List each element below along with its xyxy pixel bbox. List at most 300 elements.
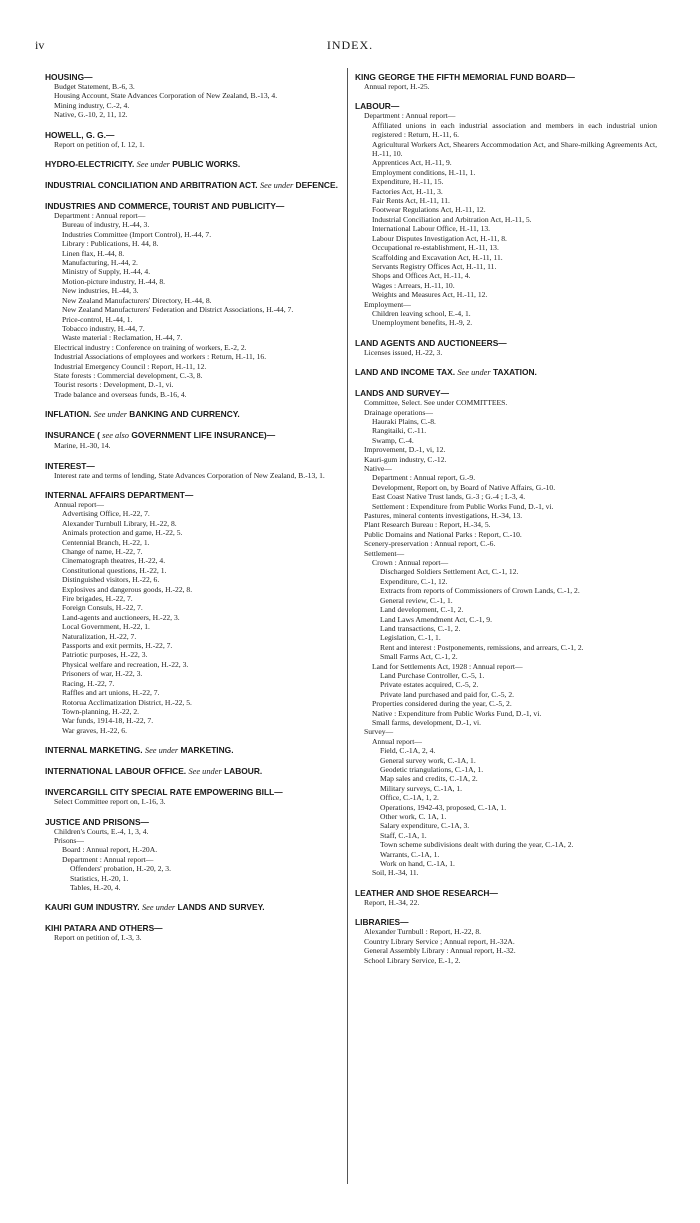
entry-text: Other work, C. 1A, 1. <box>380 812 447 822</box>
entry-text: KING GEORGE THE FIFTH MEMORIAL FUND BOARD— <box>355 72 575 82</box>
index-heading <box>355 367 657 378</box>
entry-text: Passports and exit permits, H.-22, 7. <box>62 641 173 651</box>
index-entry <box>355 671 657 680</box>
index-entry <box>45 352 340 361</box>
entry-text: Committee, Select. <box>364 398 422 408</box>
index-heading <box>45 180 340 191</box>
entry-text: INVERCARGILL CITY SPECIAL RATE EMPOWERING BILL— <box>45 787 283 798</box>
index-entry <box>355 840 657 849</box>
index-entry <box>45 698 340 707</box>
entry-text: Annual report— <box>372 736 422 746</box>
entry-text: New Zealand Manufacturers' Federation and District Associations, H.-44, 7. <box>62 305 294 315</box>
entry-text: Hauraki Plains, C.-8. <box>372 416 436 426</box>
index-entry <box>45 519 340 528</box>
entry-text: HOUSING— <box>45 72 93 82</box>
entry-text: War graves, H.-22, 6. <box>62 725 127 735</box>
entry-text: Offenders' probation, H.-20, 2, 3. <box>70 864 171 874</box>
index-entry <box>355 831 657 840</box>
entry-text: Footwear Regulations Act, H.-11, 12. <box>372 205 486 215</box>
entry-text: Military surveys, C.-1A, 1. <box>380 783 463 793</box>
entry-text: Shops and Offices Act, H.-11, 4. <box>372 271 471 281</box>
index-entry <box>45 726 340 735</box>
index-entry <box>45 933 340 942</box>
index-entry <box>355 243 657 252</box>
entry-text: Bureau of industry, H.-44, 3. <box>62 220 150 230</box>
index-entry <box>45 509 340 518</box>
index-entry <box>355 774 657 783</box>
entry-text: Expenditure, C.-1, 12. <box>380 576 448 586</box>
entry-text: Employment conditions, H.-11, 1. <box>372 167 476 177</box>
index-entry <box>355 224 657 233</box>
entry-text: Public Domains and National Parks : Report, C.-10. <box>364 529 522 539</box>
entry-text: Linen flax, H.-44, 8. <box>62 248 125 258</box>
entry-text: Fair Rents Act, H.-11, 11. <box>372 196 450 206</box>
index-entry <box>355 680 657 689</box>
entry-text: Wages : Arrears, H.-11, 10. <box>372 280 455 290</box>
entry-text: HYDRO-ELECTRICITY. <box>45 159 135 170</box>
index-heading <box>45 902 340 913</box>
index-entry <box>355 196 657 205</box>
entry-text: Change of name, H.-22, 7. <box>62 547 143 556</box>
index-heading <box>355 388 657 398</box>
index-entry <box>355 82 657 91</box>
entry-text: Alexander Turnbull Library, H.-22, 8. <box>62 518 177 528</box>
entry-text: Private land purchased and paid for, C.-5, 2. <box>380 689 515 699</box>
index-entry <box>355 539 657 548</box>
entry-text: Affiliated unions in each industrial association and members in each industrial union registered : Return, H.-11, 6. <box>372 120 657 140</box>
entry-text: Land development, C.-1, 2. <box>380 605 464 615</box>
index-entry <box>355 596 657 605</box>
index-entry <box>45 110 340 119</box>
index-heading <box>45 461 340 471</box>
entry-text: LABOUR— <box>355 101 400 112</box>
index-entry <box>45 688 340 697</box>
index-entry <box>355 234 657 243</box>
index-entry <box>45 333 340 342</box>
entry-text: Alexander Turnbull : Report, H.-22, 8. <box>364 927 482 937</box>
index-entry <box>45 632 340 641</box>
entry-text: Field, C.-1A, 2, 4. <box>380 746 436 756</box>
index-entry <box>355 709 657 718</box>
index-entry <box>45 707 340 716</box>
index-entry <box>355 765 657 774</box>
entry-text: Tobacco industry, H.-44, 7. <box>62 323 145 333</box>
index-entry <box>355 859 657 868</box>
entry-text: Employment— <box>364 299 411 309</box>
entry-text: Town scheme subdivisions dealt with during the year, C.-1A, 2. <box>380 840 574 850</box>
entry-text: Geodetic triangulations, C.-1A, 1. <box>380 765 484 774</box>
entry-text: East Coast Native Trust lands, G.-3 ; G.-4 ; I.-3, 4. <box>372 492 526 502</box>
index-entry <box>355 727 657 736</box>
index-heading <box>45 766 340 777</box>
index-entry <box>355 756 657 765</box>
entry-text: Rotorua Acclimatization District, H.-22, 5. <box>62 697 192 707</box>
entry-text: Land transactions, C.-1, 2. <box>380 623 461 633</box>
index-entry <box>355 215 657 224</box>
entry-text: Extracts from reports of Commissioners of Crown Lands, C.-1, 2. <box>380 586 580 596</box>
index-entry <box>355 927 657 936</box>
index-entry <box>45 305 340 314</box>
entry-text: Salary expenditure, C.-1A, 3. <box>380 821 470 831</box>
index-entry <box>45 622 340 631</box>
cross-reference: MARKETING. <box>180 745 234 756</box>
entry-text: Apprentices Act, H.-11, 9. <box>372 158 452 168</box>
entry-text: Foreign Consuls, H.-22, 7. <box>62 603 143 613</box>
entry-text: Settlement— <box>364 548 405 558</box>
entry-text: School Library Service, E.-1, 2. <box>364 955 461 965</box>
entry-text: Interest rate and terms of lending, State Advances Corporation of New Zealand, B.-13, 1. <box>54 470 325 480</box>
index-entry <box>45 603 340 612</box>
index-entry <box>45 594 340 603</box>
entry-text: Budget Statement, B.-6, 3. <box>54 82 135 91</box>
index-entry <box>45 500 340 509</box>
entry-text: JUSTICE AND PRISONS— <box>45 816 149 827</box>
entry-text: Plant Research Bureau : Report, H.-34, 5. <box>364 520 491 530</box>
index-entry <box>355 483 657 492</box>
entry-text: Improvement, D.-1, vi, 12. <box>364 445 446 455</box>
entry-text: Children leaving school, E.-4, 1. <box>372 308 471 318</box>
index-heading <box>45 159 340 170</box>
index-entry <box>355 558 657 567</box>
entry-text: Constitutional questions, H.-22, 1. <box>62 565 167 575</box>
entry-text: Settlement : Expenditure from Public Works Fund, D.-1, vi. <box>372 501 554 511</box>
entry-text: Labour Disputes Investigation Act, H.-11, 8. <box>372 233 507 243</box>
index-entry <box>45 343 340 352</box>
index-entry <box>355 408 657 417</box>
index-entry <box>355 937 657 946</box>
entry-text: KAURI GUM INDUSTRY. <box>45 902 140 913</box>
see-reference: See under <box>141 903 176 913</box>
see-reference: See under <box>423 398 455 408</box>
entry-text: Centennial Branch, H.-22, 1. <box>62 537 150 547</box>
index-entry <box>45 362 340 371</box>
entry-text: Staff, C.-1A, 1. <box>380 830 427 840</box>
entry-text: INTERNAL MARKETING. <box>45 745 143 756</box>
entry-text: Kauri-gum industry, C.-12. <box>364 454 447 464</box>
cross-reference: PUBLIC WORKS. <box>172 159 241 170</box>
index-entry <box>355 567 657 576</box>
index-entry <box>45 547 340 556</box>
index-entry <box>45 471 340 480</box>
index-entry <box>45 845 340 854</box>
entry-text: Marine, H.-30, 14. <box>54 441 111 451</box>
entry-text: General review, C.-1, 1. <box>380 595 453 605</box>
index-entry <box>45 390 340 399</box>
entry-text: Land Purchase Controller, C.-5, 1. <box>380 670 485 680</box>
entry-text: Town-planning, H.-22, 2. <box>62 706 140 716</box>
entry-text: Explosives and dangerous goods, H.-22, 8. <box>62 584 193 594</box>
index-entry <box>355 803 657 812</box>
entry-text: Native : Expenditure from Public Works Fund, D.-1, vi. <box>372 708 542 718</box>
index-entry <box>45 324 340 333</box>
cross-reference: GOVERNMENT LIFE INSURANCE)— <box>131 430 276 441</box>
entry-text: General survey work, C.-1A, 1. <box>380 755 476 765</box>
index-heading <box>45 430 340 441</box>
index-entry <box>45 101 340 110</box>
entry-text: International Labour Office, H.-11, 13. <box>372 224 491 234</box>
index-heading <box>355 888 657 898</box>
index-heading <box>355 101 657 111</box>
entry-text: Industries Committee (Import Control), H.-44, 7. <box>62 229 212 239</box>
index-entry <box>45 371 340 380</box>
index-entry <box>355 205 657 214</box>
index-entry <box>355 140 657 159</box>
index-heading <box>45 923 340 933</box>
entry-text: Mining industry, C.-2, 4. <box>54 100 130 110</box>
index-entry <box>355 253 657 262</box>
index-entry <box>45 91 340 100</box>
index-entry <box>45 716 340 725</box>
index-entry <box>355 445 657 454</box>
entry-text: INDUSTRIAL CONCILIATION AND ARBITRATION ACT. <box>45 180 258 191</box>
index-entry <box>45 874 340 883</box>
entry-text: Department : Annual report— <box>62 854 154 864</box>
index-entry <box>355 577 657 586</box>
index-heading <box>45 787 340 797</box>
cross-reference: LABOUR. <box>224 766 263 777</box>
page-number: iv <box>35 38 45 52</box>
entry-text: LEATHER AND SHOE RESEARCH— <box>355 887 498 898</box>
index-entry <box>45 669 340 678</box>
index-heading <box>45 745 340 756</box>
entry-text: Map sales and credits, C.-1A, 2. <box>380 774 478 784</box>
index-heading <box>355 917 657 927</box>
entry-text: Advertising Office, H.-22, 7. <box>62 509 150 519</box>
entry-text: Housing Account, State Advances Corporation of New Zealand, B.-13, 4. <box>54 91 278 101</box>
index-heading <box>45 201 340 211</box>
entry-text: Agricultural Workers Act, Shearers Accommodation Act, and Share-milking Agreements Act, H.-11, 10. <box>372 139 657 159</box>
index-entry <box>355 121 657 140</box>
index-entry <box>355 168 657 177</box>
cross-reference: DEFENCE. <box>295 180 338 191</box>
entry-text: State forests : Commercial development, C.-3, 8. <box>54 370 203 380</box>
entry-text: INDUSTRIES AND COMMERCE, TOURIST AND PUBLICITY— <box>45 201 285 212</box>
entry-text: Naturalization, H.-22, 7. <box>62 631 137 641</box>
index-entry <box>45 864 340 873</box>
entry-text: Industrial Conciliation and Arbitration Act, H.-11, 5. <box>372 214 532 224</box>
entry-text: Ministry of Supply, H.-44, 4. <box>62 267 151 277</box>
index-entry <box>45 613 340 622</box>
index-entry <box>355 281 657 290</box>
see-reference: See under <box>188 767 222 777</box>
index-heading <box>45 817 340 827</box>
index-entry <box>355 615 657 624</box>
index-entry <box>45 277 340 286</box>
entry-text: INTERNATIONAL LABOUR OFFICE. <box>45 766 187 777</box>
index-entry <box>355 737 657 746</box>
entry-text: Department : Annual report, G.-9. <box>372 473 476 483</box>
index-entry <box>355 417 657 426</box>
entry-text: Manufacturing, H.-44, 2. <box>62 258 138 268</box>
index-entry <box>45 239 340 248</box>
see-reference: See under <box>259 181 294 191</box>
index-entry <box>355 502 657 511</box>
entry-text: Price-control, H.-44, 1. <box>62 314 133 324</box>
entry-text: Physical welfare and recreation, H.-22, 3. <box>62 659 189 669</box>
index-heading <box>45 490 340 500</box>
index-entry <box>355 290 657 299</box>
entry-text: Factories Act, H.-11, 3. <box>372 186 443 196</box>
index-entry <box>355 868 657 877</box>
entry-text: INTEREST— <box>45 460 95 471</box>
entry-text: Trade balance and overseas funds, B.-16, 4. <box>54 389 187 399</box>
index-entry <box>45 883 340 892</box>
entry-text: Scaffolding and Excavation Act, H.-11, 11. <box>372 252 503 262</box>
index-entry <box>355 699 657 708</box>
entry-text: Small Farms Act, C.-1, 2. <box>380 652 458 662</box>
entry-text: Report on petition of, I.-3, 3. <box>54 933 142 943</box>
entry-text: Prisoners of war, H.-22, 3. <box>62 669 143 679</box>
entry-text: Swamp, C.-4. <box>372 435 414 445</box>
entry-text: Weights and Measures Act, H.-11, 12. <box>372 290 488 300</box>
index-entry <box>355 784 657 793</box>
index-entry <box>45 267 340 276</box>
index-entry <box>355 187 657 196</box>
entry-text: Private estates acquired, C.-5, 2. <box>380 680 479 690</box>
entry-text: Report on petition of, I. 12, 1. <box>54 139 145 149</box>
entry-text: HOWELL, G. G.— <box>45 129 115 140</box>
index-entry <box>45 211 340 220</box>
index-entry <box>355 300 657 309</box>
index-entry <box>45 566 340 575</box>
entry-text: Survey— <box>364 727 394 737</box>
entry-text: Annual report, H.-25. <box>364 82 430 91</box>
entry-text: KIHI PATARA AND OTHERS— <box>45 923 163 934</box>
see-reference: see also <box>102 431 129 441</box>
entry-text: Patriotic purposes, H.-22, 3. <box>62 650 148 660</box>
index-heading <box>45 130 340 140</box>
index-entry <box>45 82 340 91</box>
index-heading <box>45 72 340 82</box>
index-entry <box>45 797 340 806</box>
index-entry <box>45 827 340 836</box>
entry-text: Native, G.-10, 2, 11, 12. <box>54 110 128 120</box>
entry-text: Cinematograph theatres, H.-22, 4. <box>62 556 166 566</box>
entry-text: Raffles and art unions, H.-22, 7. <box>62 688 160 698</box>
index-entry <box>45 528 340 537</box>
entry-text: Library : Publications, H. 44, 8. <box>62 239 159 249</box>
entry-text: Properties considered during the year, C.-5, 2. <box>372 699 512 709</box>
entry-text: Distinguished visitors, H.-22, 6. <box>62 575 160 585</box>
entry-text: Rangitaiki, C.-11. <box>372 426 427 436</box>
entry-text: General Assembly Library : Annual report, H.-32. <box>364 946 516 956</box>
entry-text: Scenery-preservation : Annual report, C.-6. <box>364 539 496 549</box>
entry-text: Annual report— <box>54 499 104 509</box>
entry-text: Department : Annual report— <box>364 111 456 121</box>
index-entry <box>45 286 340 295</box>
page-title: INDEX. <box>326 38 374 52</box>
index-entry <box>45 660 340 669</box>
index-heading <box>355 338 657 348</box>
entry-text: Department : Annual report— <box>54 211 146 221</box>
index-entry <box>45 380 340 389</box>
index-entry <box>355 633 657 642</box>
index-entry <box>45 220 340 229</box>
index-entry <box>355 624 657 633</box>
see-reference: See under <box>93 410 127 420</box>
index-entry <box>45 538 340 547</box>
index-entry <box>45 230 340 239</box>
cross-reference: LANDS AND SURVEY. <box>177 902 265 913</box>
index-entry <box>355 464 657 473</box>
entry-text: Unemployment benefits, H.-9, 2. <box>372 318 473 328</box>
entry-text: Industrial Emergency Council : Report, H.-11, 12. <box>54 361 207 371</box>
index-entry <box>45 641 340 650</box>
index-entry <box>355 318 657 327</box>
index-entry <box>355 158 657 167</box>
entry-text: Report, H.-34, 22. <box>364 897 420 907</box>
entry-text: Pastures, mineral contents investigations, H.-34, 13. <box>364 511 523 521</box>
entry-text: New Zealand Manufacturers' Directory, H.-44, 8. <box>62 295 212 305</box>
entry-text: LAND AND INCOME TAX. <box>355 367 456 378</box>
entry-text: Land Laws Amendment Act, C.-1, 9. <box>380 614 492 624</box>
index-entry <box>355 652 657 661</box>
entry-text: Country Library Service ; Annual report, H.-32A. <box>364 936 515 946</box>
entry-text: LIBRARIES— <box>355 917 409 928</box>
index-heading <box>45 409 340 420</box>
index-entry <box>355 793 657 802</box>
index-entry <box>355 271 657 280</box>
entry-text: Work on hand, C.-1A, 1. <box>380 859 455 869</box>
index-entry <box>355 946 657 955</box>
index-entry <box>355 426 657 435</box>
index-entry <box>355 586 657 595</box>
index-entry <box>355 643 657 652</box>
entry-text: Warrants, C.-1A, 1. <box>380 849 440 859</box>
entry-text: Select Committee report on, I.-16, 3. <box>54 797 166 807</box>
entry-text: Servants Registry Offices Act, H.-11, 11. <box>372 261 497 271</box>
page-header <box>0 38 700 54</box>
column-divider <box>347 68 348 1184</box>
index-entry <box>45 249 340 258</box>
index-column-left <box>45 72 340 943</box>
entry-text: LANDS AND SURVEY— <box>355 388 449 399</box>
entry-text: Licenses issued, H.-22, 3. <box>364 347 443 357</box>
see-reference: See under <box>136 160 170 170</box>
entry-text: Motion-picture industry, H.-44, 8. <box>62 276 166 286</box>
index-entry <box>355 549 657 558</box>
entry-text: Drainage operations— <box>364 407 433 417</box>
entry-text: INFLATION. <box>45 409 92 420</box>
index-entry <box>45 650 340 659</box>
index-entry <box>355 398 657 407</box>
entry-text: Electrical industry : Conference on training of workers, E.-2, 2. <box>54 342 247 352</box>
cross-reference: TAXATION. <box>492 367 537 378</box>
index-entry <box>45 556 340 565</box>
index-entry <box>355 530 657 539</box>
entry-text: Crown : Annual report— <box>372 558 449 568</box>
entry-text: War funds, 1914-18, H.-22, 7. <box>62 716 154 726</box>
index-entry <box>355 262 657 271</box>
index-entry <box>355 511 657 520</box>
index-entry <box>355 473 657 482</box>
index-entry <box>355 690 657 699</box>
index-entry <box>45 140 340 149</box>
entry-text: Children's Courts, E.-4, 1, 3, 4. <box>54 826 149 836</box>
index-entry <box>45 836 340 845</box>
entry-text: INTERNAL AFFAIRS DEPARTMENT— <box>45 489 194 500</box>
entry-text: Fire brigades, H.-22, 7. <box>62 594 133 604</box>
index-entry <box>355 436 657 445</box>
index-heading <box>355 72 657 82</box>
entry-text: Expenditure, H.-11, 15. <box>372 177 444 187</box>
index-column-right <box>355 72 657 965</box>
cross-reference: BANKING AND CURRENCY. <box>129 409 240 420</box>
index-entry <box>355 662 657 671</box>
see-reference: See under <box>457 368 491 378</box>
index-entry <box>355 605 657 614</box>
entry-text: Statistics, H.-20, 1. <box>70 873 129 883</box>
